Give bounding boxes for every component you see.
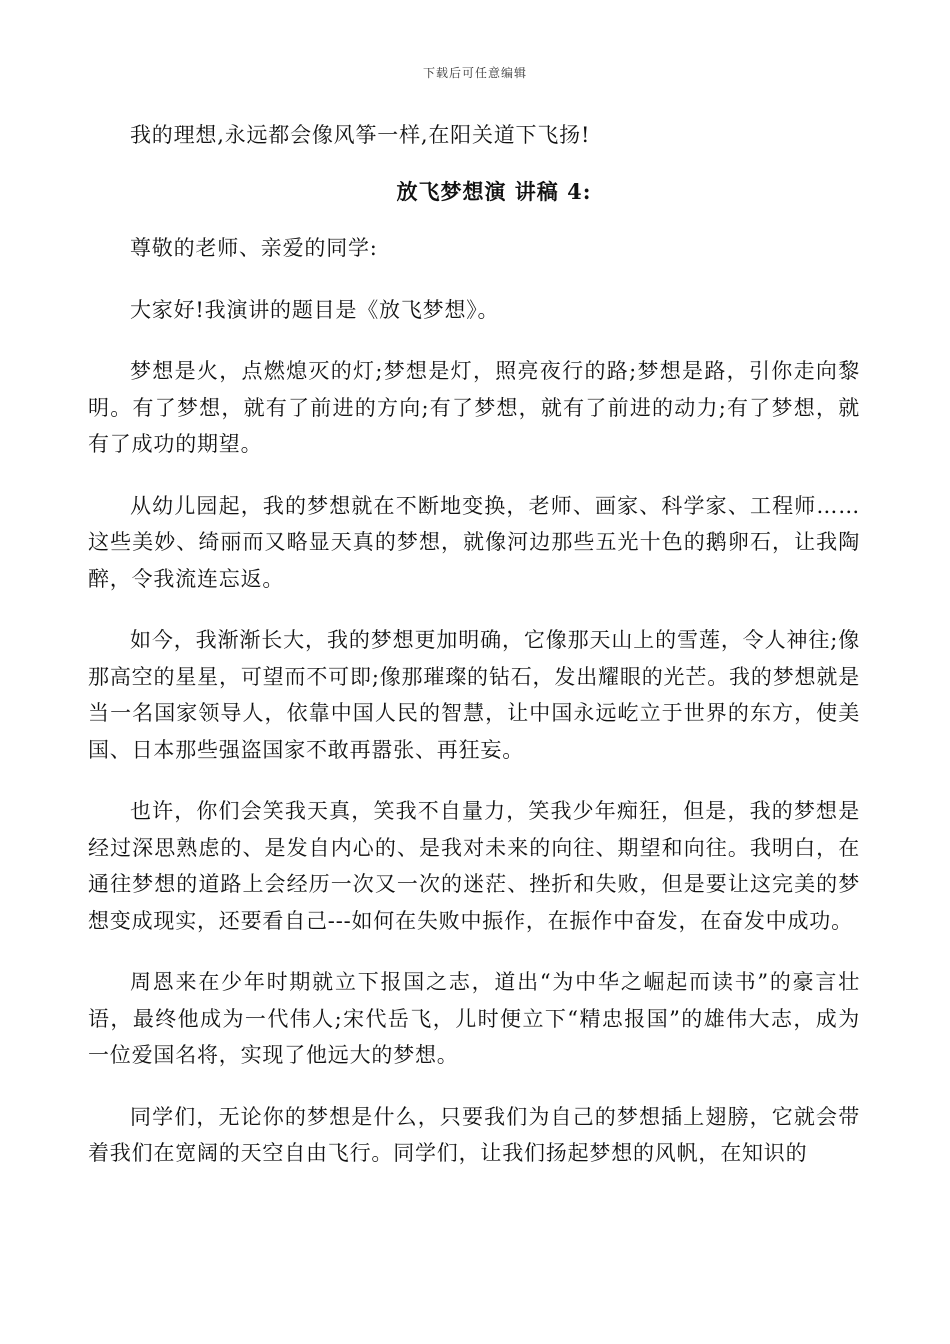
intro-line: 我的理想,永远都会像风筝一样,在阳关道下飞扬! [130,123,591,147]
body-paragraph: 从幼儿园起，我的梦想就在不断地变换，老师、画家、科学家、工程师……这些美妙、绮丽而又略显天真的梦想，就像河边那些五光十色的鹅卵石，让我陶醉，令我流连忘返。 [88,493,860,591]
salutation-paragraph: 尊敬的老师、亲爱的同学: [130,236,378,260]
body-paragraph: 周恩来在少年时期就立下报国之志，道出“为中华之崛起而读书”的豪言壮语，最终他成为一代伟人;宋代岳飞，儿时便立下“精忠报国”的雄伟大志，成为一位爱国名将，实现了他远大的梦想。 [88,970,860,1067]
body-paragraph: 同学们，无论你的梦想是什么，只要我们为自己的梦想插上翅膀，它就会带着我们在宽阔的天空自由飞行。同学们，让我们扬起梦想的风帆，在知识的 [88,1104,860,1165]
section-title: 放飞梦想演 讲稿 4: [396,178,592,204]
body-paragraph: 也许，你们会笑我天真，笑我不自量力，笑我少年痴狂，但是，我的梦想是经过深思熟虑的、是发自内心的、是我对未来的向往、期望和向往。我明白，在通往梦想的道路上会经历一次又一次的迷茫、挫折和失败，但是要让这完美的梦想变成现实，还要看自己---如何在失败中振作，在振作中奋发，在奋发中成功。 [88,799,860,933]
body-paragraph: 梦想是火，点燃熄灭的灯;梦想是灯，照亮夜行的路;梦想是路，引你走向黎明。有了梦想，就有了前进的方向;有了梦想，就有了前进的动力;有了梦想，就有了成功的期望。 [88,359,860,456]
body-paragraph: 如今，我渐渐长大，我的梦想更加明确，它像那天山上的雪莲，令人神往;像那高空的星星，可望而不可即;像那璀璨的钻石，发出耀眼的光芒。我的梦想就是当一名国家领导人，依靠中国人民的智慧，让中国永远屹立于世界的东方，使美国、日本那些强盗国家不敢再嚣张、再狂妄。 [88,628,860,762]
page-header-note: 下载后可任意编辑 [422,66,527,80]
greeting-paragraph: 大家好!我演讲的题目是《放飞梦想》。 [130,297,500,322]
document-body [88,117,860,1197]
